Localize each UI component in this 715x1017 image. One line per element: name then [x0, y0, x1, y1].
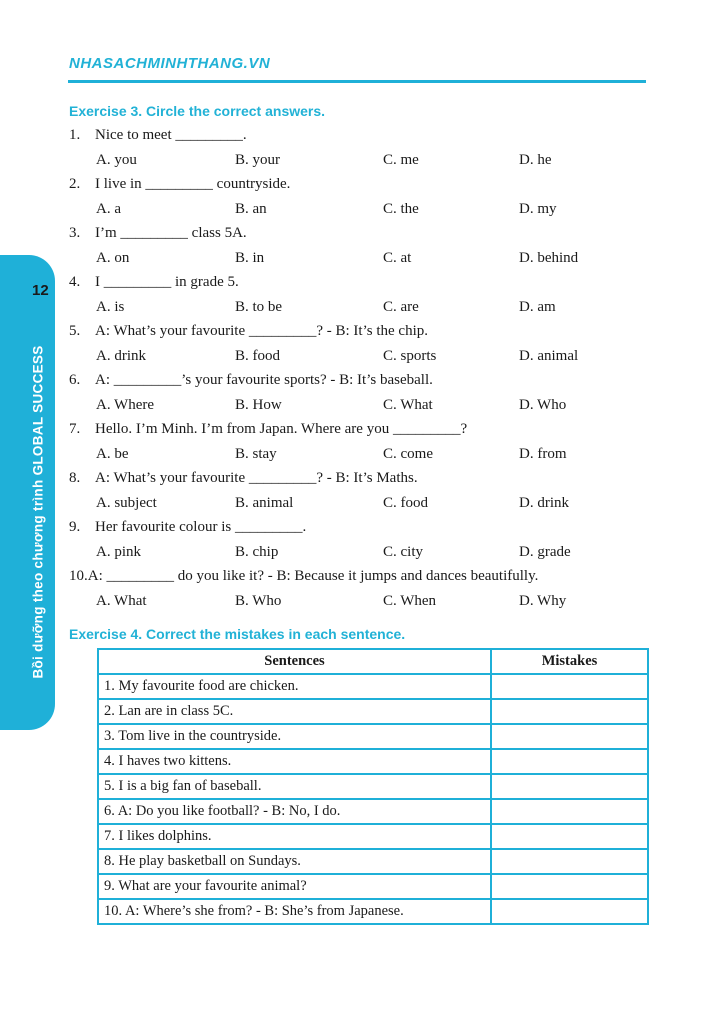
mistake-cell[interactable]: [491, 899, 648, 924]
answer-option[interactable]: D. from: [519, 446, 567, 462]
answer-option[interactable]: D. grade: [519, 544, 571, 560]
question-text: I’m _________ class 5A.: [95, 225, 247, 241]
exercise4-title: Exercise 4. Correct the mistakes in each sentence.: [69, 626, 406, 642]
question-number: 7.: [69, 421, 81, 437]
table-row: [98, 674, 648, 699]
question-number: 2.: [69, 176, 81, 192]
sentence-cell: 6. A: Do you like football? - B: No, I do.: [98, 799, 491, 824]
mistake-cell[interactable]: [491, 824, 648, 849]
answer-option[interactable]: A. Where: [96, 397, 155, 413]
table-row: [98, 849, 648, 874]
question-number: 3.: [69, 225, 81, 241]
answer-option[interactable]: B. your: [235, 152, 280, 168]
question: [69, 421, 467, 438]
question: [69, 274, 239, 291]
answer-option[interactable]: B. How: [235, 397, 282, 413]
answer-option[interactable]: D. Why: [519, 593, 567, 609]
header-mistakes: Mistakes: [491, 649, 648, 674]
answer-option[interactable]: C. city: [383, 544, 423, 560]
mistake-cell[interactable]: [491, 874, 648, 899]
answer-option[interactable]: A. pink: [96, 544, 141, 560]
answer-option[interactable]: A. drink: [96, 348, 146, 364]
mistake-cell[interactable]: [491, 699, 648, 724]
sentence-cell: 5. I is a big fan of baseball.: [98, 774, 491, 799]
sentence-cell: 8. He play basketball on Sundays.: [98, 849, 491, 874]
table-row: [98, 724, 648, 749]
answer-option[interactable]: A. What: [96, 593, 147, 609]
side-tab-title: Bồi dưỡng theo chương trình GLOBAL SUCCESS: [30, 345, 46, 679]
answer-option[interactable]: C. food: [383, 495, 428, 511]
answer-option[interactable]: A. a: [96, 201, 121, 217]
answer-option[interactable]: B. stay: [235, 446, 277, 462]
answer-option[interactable]: D. animal: [519, 348, 579, 364]
header-sentences: Sentences: [98, 649, 491, 674]
mistake-cell[interactable]: [491, 724, 648, 749]
answer-option[interactable]: C. the: [383, 201, 419, 217]
question-number: 6.: [69, 372, 81, 388]
site-header: NHASACHMINHTHANG.VN: [69, 55, 271, 72]
answer-option[interactable]: D. Who: [519, 397, 567, 413]
question: [69, 127, 247, 144]
answer-option[interactable]: D. am: [519, 299, 556, 315]
answer-option[interactable]: A. subject: [96, 495, 157, 511]
table-row: [98, 749, 648, 774]
question-text: A: What’s your favourite _________? - B: It’s the chip.: [95, 323, 428, 339]
question-number: 9.: [69, 519, 81, 535]
mistake-cell[interactable]: [491, 799, 648, 824]
answer-option[interactable]: D. behind: [519, 250, 579, 266]
question: [69, 225, 247, 242]
answer-option[interactable]: A. on: [96, 250, 130, 266]
answer-option[interactable]: C. come: [383, 446, 433, 462]
mistake-cell[interactable]: [491, 774, 648, 799]
answer-option[interactable]: D. my: [519, 201, 557, 217]
answer-option[interactable]: C. What: [383, 397, 433, 413]
answer-option[interactable]: A. you: [96, 152, 137, 168]
answer-option[interactable]: C. When: [383, 593, 437, 609]
question-number: 4.: [69, 274, 81, 290]
question-text: A: _________’s your favourite sports? - B: It’s baseball.: [95, 372, 433, 388]
question-number: 1.: [69, 127, 81, 143]
answer-option[interactable]: B. animal: [235, 495, 294, 511]
table-row: [98, 799, 648, 824]
answer-option[interactable]: B. food: [235, 348, 280, 364]
question-text: A: _________ do you like it? - B: Because it jumps and dances beautifully.: [87, 568, 539, 584]
sentence-cell: 10. A: Where’s she from? - B: She’s from Japanese.: [98, 899, 491, 924]
question-number: 10.: [69, 568, 88, 584]
answer-option[interactable]: B. to be: [235, 299, 283, 315]
answer-option[interactable]: C. sports: [383, 348, 437, 364]
answer-option[interactable]: C. at: [383, 250, 412, 266]
question: [69, 176, 290, 193]
table-row: [98, 774, 648, 799]
question-text: I _________ in grade 5.: [95, 274, 239, 290]
sentence-cell: 7. I likes dolphins.: [98, 824, 491, 849]
question-number: 5.: [69, 323, 81, 339]
question-text: Hello. I’m Minh. I’m from Japan. Where are you _________?: [95, 421, 468, 437]
answer-option[interactable]: C. are: [383, 299, 419, 315]
answer-option[interactable]: A. is: [96, 299, 125, 315]
question-number: 8.: [69, 470, 81, 486]
answer-option[interactable]: B. Who: [235, 593, 282, 609]
sentence-cell: 1. My favourite food are chicken.: [98, 674, 491, 699]
question: [69, 372, 433, 389]
mistake-cell[interactable]: [491, 674, 648, 699]
question-text: Her favourite colour is _________.: [95, 519, 307, 535]
answer-option[interactable]: B. an: [235, 201, 267, 217]
question: [69, 568, 538, 585]
table-row: [98, 899, 648, 924]
question: [69, 519, 306, 536]
mistake-cell[interactable]: [491, 749, 648, 774]
answer-option[interactable]: B. chip: [235, 544, 279, 560]
answer-option[interactable]: A. be: [96, 446, 129, 462]
table-row: [98, 824, 648, 849]
table-header-row: [98, 649, 648, 674]
table-row: [98, 699, 648, 724]
answer-option[interactable]: C. me: [383, 152, 419, 168]
question-text: Nice to meet _________.: [95, 127, 247, 143]
sentence-cell: 4. I haves two kittens.: [98, 749, 491, 774]
question: [69, 323, 428, 340]
answer-option[interactable]: D. drink: [519, 495, 569, 511]
header-rule: [68, 80, 646, 83]
sentence-cell: 2. Lan are in class 5C.: [98, 699, 491, 724]
sentence-cell: 9. What are your favourite animal?: [98, 874, 491, 899]
mistakes-table: [97, 648, 649, 925]
sentence-cell: 3. Tom live in the countryside.: [98, 724, 491, 749]
page-number: 12: [32, 282, 49, 299]
question: [69, 470, 418, 487]
table-row: [98, 874, 648, 899]
question-text: I live in _________ countryside.: [95, 176, 291, 192]
answer-option[interactable]: D. he: [519, 152, 552, 168]
answer-option[interactable]: B. in: [235, 250, 265, 266]
mistake-cell[interactable]: [491, 849, 648, 874]
side-tab: [0, 255, 55, 730]
exercise3-title: Exercise 3. Circle the correct answers.: [69, 103, 326, 119]
question-text: A: What’s your favourite _________? - B: It’s Maths.: [95, 470, 418, 486]
